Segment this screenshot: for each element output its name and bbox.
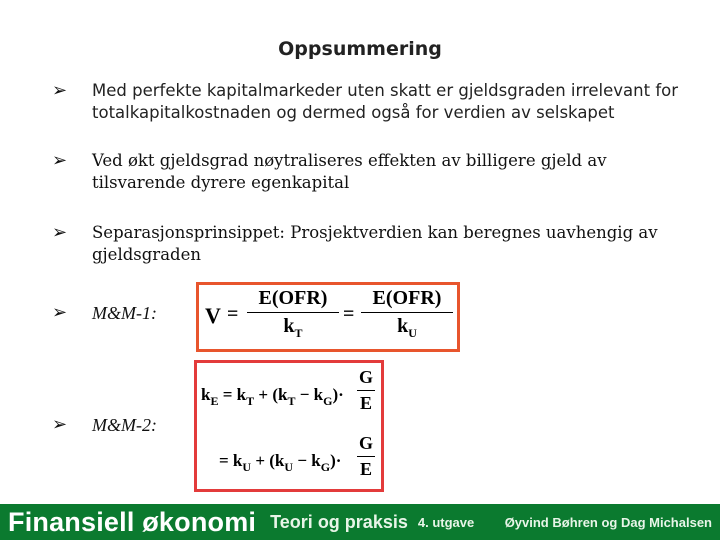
fraction-2-den: k <box>397 315 409 337</box>
formula-v: V <box>205 303 221 328</box>
footer-brand: Finansiell økonomi <box>8 506 257 537</box>
bullet-item <box>52 150 692 194</box>
mm2-line-1: $k_E = k_T + (k_T - k_G)\cdot$ <box>201 385 344 408</box>
mm2-formula-box <box>194 360 384 492</box>
footer-bar <box>0 504 720 540</box>
mm2-fraction-2: G E <box>359 433 374 479</box>
arrow-bullet-icon: ➢ <box>52 222 68 243</box>
footer-subtitle: Teori og praksis <box>270 511 408 532</box>
bullet-text: Ved økt gjeldsgrad nøytraliseres effekten av billigere gjeld av tilsvarende dyrere egenkapital <box>92 151 607 192</box>
formula-eq-2: = <box>343 303 355 325</box>
arrow-bullet-icon: ➢ <box>52 150 68 171</box>
fraction-1-num: E(OFR) <box>258 287 328 309</box>
bullet-text-mm1: M&M-1: <box>92 303 157 323</box>
page-title: Oppsummering <box>278 38 442 60</box>
arrow-bullet-icon: ➢ <box>52 414 68 435</box>
fraction-2-num: E(OFR) <box>372 287 442 309</box>
mm2-fraction-1: G E <box>359 367 374 413</box>
formula-eq: = <box>227 303 239 325</box>
arrow-bullet-icon: ➢ <box>52 302 68 323</box>
footer-authors: Øyvind Bøhren og Dag Michalsen <box>504 515 712 530</box>
bullet-text: Separasjonsprinsippet: Prosjektverdien kan beregnes uavhengig av gjeldsgraden <box>92 223 658 264</box>
fraction-1-den: k <box>283 315 295 337</box>
bullet-item <box>52 222 692 266</box>
fraction-1 <box>247 287 339 338</box>
bullet-text: Med perfekte kapitalmarkeder uten skatt er gjeldsgraden irrelevant for totalkapitalkostnaden og dermed også for verdien av selskapet <box>92 81 679 122</box>
fraction-2 <box>361 287 453 338</box>
fraction-1-den-sub: T <box>294 326 303 340</box>
bullet-text-mm2: M&M-2: <box>92 415 157 435</box>
bullet-item <box>52 80 692 124</box>
mm2-line-2: = $k_U + (k_U - k_G)\cdot$ <box>219 451 342 474</box>
fraction-2-den-sub: U <box>408 326 417 340</box>
arrow-bullet-icon: ➢ <box>52 80 68 101</box>
mm1-formula-box <box>196 282 460 352</box>
footer-edition: 4. utgave <box>417 514 475 530</box>
